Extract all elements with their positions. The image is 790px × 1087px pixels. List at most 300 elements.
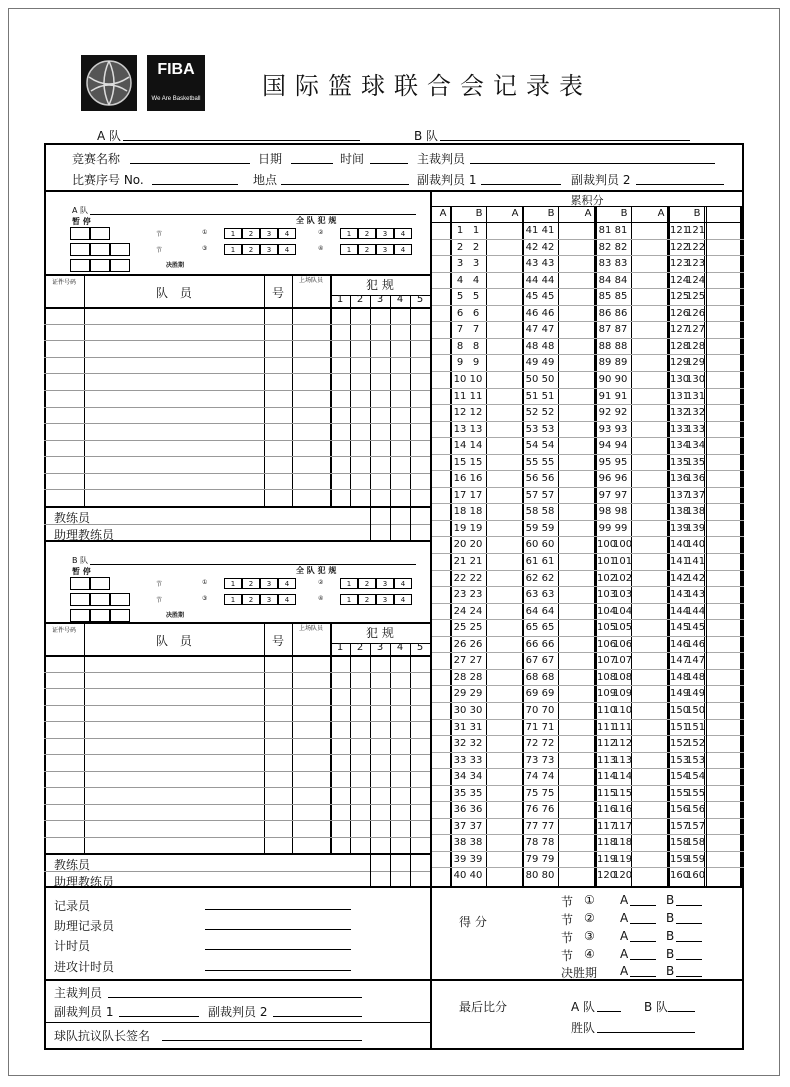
score-cell-b[interactable]: 44 [541,274,555,286]
score-cell-a[interactable]: 136 [670,473,690,485]
score-cell-a[interactable]: 155 [670,787,690,799]
score-cell-b[interactable]: 138 [686,506,706,518]
score-cell-b[interactable]: 145 [686,622,706,634]
score-cell-a[interactable]: 13 [453,423,467,435]
score-cell-a[interactable]: 73 [525,754,539,766]
score-cell-b[interactable]: 50 [541,373,555,385]
score-cell-a[interactable]: 31 [453,721,467,733]
score-cell-a[interactable]: 79 [525,853,539,865]
score-cell-b[interactable]: 15 [469,456,483,468]
score-cell-b[interactable]: 38 [469,837,483,849]
timeout-box[interactable] [110,593,130,606]
score-cell-a[interactable]: 10 [453,373,467,385]
score-cell-a[interactable]: 24 [453,605,467,617]
score-cell-b[interactable]: 65 [541,622,555,634]
score-cell-b[interactable]: 58 [541,506,555,518]
team-foul-box[interactable]: 2 [242,228,260,239]
game-no-field[interactable] [152,184,238,185]
timeout-box[interactable] [70,609,90,622]
score-cell-b[interactable]: 17 [469,489,483,501]
score-cell-b[interactable]: 104 [613,605,633,617]
score-cell-b[interactable]: 19 [469,522,483,534]
score-cell-b[interactable]: 2 [472,241,480,253]
score-cell-a[interactable]: 85 [598,291,612,303]
team-foul-box[interactable]: 1 [224,244,242,255]
score-cell-b[interactable]: 57 [541,489,555,501]
score-cell-a[interactable]: 115 [597,787,617,799]
score-cell-b[interactable]: 37 [469,820,483,832]
score-cell-a[interactable]: 159 [670,853,690,865]
table-row[interactable] [44,440,430,441]
score-cell-a[interactable]: 110 [597,704,617,716]
timeout-box[interactable] [70,227,90,240]
score-cell-a[interactable]: 121 [670,225,690,236]
team-foul-box[interactable]: 1 [340,228,358,239]
score-cell-a[interactable]: 88 [598,340,612,352]
timeout-box[interactable] [90,577,110,590]
table-row[interactable] [44,771,430,772]
team-foul-box[interactable]: 4 [278,578,296,589]
score-cell-a[interactable]: 106 [597,638,617,650]
score-cell-a[interactable]: 44 [525,274,539,286]
team-foul-box[interactable]: 1 [340,578,358,589]
score-cell-b[interactable]: 126 [686,307,706,319]
timeout-box[interactable] [110,259,130,272]
score-cell-b[interactable]: 134 [686,440,706,452]
team-a-field[interactable] [123,140,360,141]
score-cell-b[interactable]: 5 [472,291,480,303]
score-cell-a[interactable]: 32 [453,738,467,750]
score-cell-b[interactable]: 156 [686,804,706,816]
score-cell-a[interactable]: 30 [453,704,467,716]
score-cell-a[interactable]: 111 [597,721,617,733]
team-foul-box[interactable]: 2 [358,578,376,589]
score-cell-b[interactable]: 31 [469,721,483,733]
sig-umpire1-field[interactable] [119,1016,199,1017]
team-foul-box[interactable]: 2 [242,244,260,255]
score-cell-a[interactable]: 82 [598,241,612,253]
referee-field[interactable] [470,163,715,164]
score-cell-a[interactable]: 17 [453,489,467,501]
score-cell-a[interactable]: 53 [525,423,539,435]
team-foul-box[interactable]: 3 [260,578,278,589]
score-cell-a[interactable]: 133 [670,423,690,435]
score-cell-a[interactable]: 50 [525,373,539,385]
sig-referee-field[interactable] [108,997,362,998]
score-cell-b[interactable]: 129 [686,357,706,369]
score-cell-b[interactable]: 41 [541,225,555,236]
score-cell-a[interactable]: 77 [525,820,539,832]
team-foul-box[interactable]: 3 [260,228,278,239]
score-cell-b[interactable]: 7 [472,324,480,336]
score-cell-b[interactable]: 80 [541,870,555,882]
protest-field[interactable] [162,1040,362,1041]
score-cell-b[interactable]: 149 [686,688,706,700]
score-cell-a[interactable]: 6 [456,307,464,319]
score-cell-b[interactable]: 159 [686,853,706,865]
score-cell-a[interactable]: 89 [598,357,612,369]
score-cell-b[interactable]: 106 [613,638,633,650]
score-cell-a[interactable]: 63 [525,589,539,601]
score-cell-b[interactable]: 49 [541,357,555,369]
score-cell-b[interactable]: 66 [541,638,555,650]
score-cell-a[interactable]: 105 [597,622,617,634]
score-cell-b[interactable]: 63 [541,589,555,601]
score-cell-b[interactable]: 127 [686,324,706,336]
score-cell-a[interactable]: 19 [453,522,467,534]
score-cell-b[interactable]: 103 [613,589,633,601]
score-b-field[interactable] [676,941,702,942]
score-cell-a[interactable]: 23 [453,589,467,601]
score-cell-b[interactable]: 12 [469,407,483,419]
score-cell-a[interactable]: 151 [670,721,690,733]
score-cell-a[interactable]: 5 [456,291,464,303]
team-foul-box[interactable]: 3 [260,244,278,255]
score-cell-a[interactable]: 154 [670,771,690,783]
score-b-field[interactable] [676,976,702,977]
team-foul-box[interactable]: 2 [242,594,260,605]
score-cell-a[interactable]: 99 [598,522,612,534]
score-cell-a[interactable]: 102 [597,572,617,584]
score-cell-b[interactable]: 26 [469,638,483,650]
score-cell-b[interactable]: 46 [541,307,555,319]
score-cell-a[interactable]: 109 [597,688,617,700]
score-cell-a[interactable]: 96 [598,473,612,485]
score-cell-a[interactable]: 34 [453,771,467,783]
team-b-field[interactable] [440,140,690,141]
score-cell-a[interactable]: 91 [598,390,612,402]
score-cell-b[interactable]: 35 [469,787,483,799]
score-cell-b[interactable]: 148 [686,671,706,683]
team-foul-box[interactable]: 1 [340,594,358,605]
table-row[interactable] [44,423,430,424]
score-cell-a[interactable]: 47 [525,324,539,336]
timeout-box[interactable] [70,259,90,272]
timeout-box[interactable] [110,243,130,256]
score-cell-b[interactable]: 122 [686,241,706,253]
team-foul-box[interactable]: 4 [278,594,296,605]
score-cell-a[interactable]: 139 [670,522,690,534]
score-cell-b[interactable]: 114 [613,771,633,783]
score-cell-a[interactable]: 36 [453,804,467,816]
score-cell-a[interactable]: 52 [525,407,539,419]
score-cell-a[interactable]: 76 [525,804,539,816]
score-cell-a[interactable]: 134 [670,440,690,452]
score-cell-a[interactable]: 18 [453,506,467,518]
score-cell-a[interactable]: 38 [453,837,467,849]
score-cell-a[interactable]: 16 [453,473,467,485]
score-cell-b[interactable]: 30 [469,704,483,716]
score-cell-b[interactable]: 78 [541,837,555,849]
team-foul-box[interactable]: 2 [358,594,376,605]
score-cell-a[interactable]: 157 [670,820,690,832]
score-cell-a[interactable]: 66 [525,638,539,650]
score-cell-b[interactable]: 96 [614,473,628,485]
score-cell-b[interactable]: 124 [686,274,706,286]
score-cell-b[interactable]: 160 [686,870,706,882]
score-cell-b[interactable]: 32 [469,738,483,750]
score-cell-a[interactable]: 71 [525,721,539,733]
score-cell-a[interactable]: 104 [597,605,617,617]
score-a-field[interactable] [630,941,656,942]
score-cell-b[interactable]: 101 [613,556,633,567]
score-cell-b[interactable]: 4 [472,274,480,286]
table-row[interactable] [44,754,430,755]
score-cell-b[interactable]: 16 [469,473,483,485]
score-cell-a[interactable]: 138 [670,506,690,518]
score-cell-a[interactable]: 57 [525,489,539,501]
score-cell-b[interactable]: 18 [469,506,483,518]
score-cell-a[interactable]: 149 [670,688,690,700]
timeout-box[interactable] [70,577,90,590]
competition-field[interactable] [130,163,250,164]
score-cell-a[interactable]: 81 [598,225,612,236]
table-row[interactable] [44,456,430,457]
score-cell-a[interactable]: 107 [597,655,617,667]
score-cell-a[interactable]: 119 [597,853,617,865]
score-cell-b[interactable]: 144 [686,605,706,617]
timeout-box[interactable] [90,259,110,272]
score-cell-b[interactable]: 98 [614,506,628,518]
score-cell-b[interactable]: 11 [469,390,483,402]
score-cell-a[interactable]: 72 [525,738,539,750]
score-cell-b[interactable]: 72 [541,738,555,750]
score-b-field[interactable] [676,905,702,906]
score-cell-a[interactable]: 142 [670,572,690,584]
score-cell-a[interactable]: 14 [453,440,467,452]
score-cell-a[interactable]: 87 [598,324,612,336]
score-cell-a[interactable]: 95 [598,456,612,468]
score-cell-b[interactable]: 93 [614,423,628,435]
timeout-box[interactable] [90,227,110,240]
score-a-field[interactable] [630,905,656,906]
score-cell-b[interactable]: 71 [541,721,555,733]
score-cell-a[interactable]: 26 [453,638,467,650]
score-cell-b[interactable]: 152 [686,738,706,750]
shot-clock-field[interactable] [205,970,351,971]
score-cell-a[interactable]: 141 [670,556,690,567]
score-cell-b[interactable]: 76 [541,804,555,816]
score-cell-a[interactable]: 35 [453,787,467,799]
team-foul-box[interactable]: 3 [376,244,394,255]
score-cell-b[interactable]: 92 [614,407,628,419]
table-row[interactable] [44,688,430,689]
score-cell-a[interactable]: 51 [525,390,539,402]
score-cell-a[interactable]: 93 [598,423,612,435]
score-cell-a[interactable]: 3 [456,258,464,270]
score-cell-a[interactable]: 67 [525,655,539,667]
team-foul-box[interactable]: 3 [376,228,394,239]
score-cell-a[interactable]: 129 [670,357,690,369]
score-cell-a[interactable]: 75 [525,787,539,799]
score-cell-a[interactable]: 49 [525,357,539,369]
score-cell-b[interactable]: 9 [472,357,480,369]
team-foul-box[interactable]: 3 [260,594,278,605]
score-cell-b[interactable]: 25 [469,622,483,634]
place-field[interactable] [281,184,409,185]
score-cell-a[interactable]: 153 [670,754,690,766]
score-cell-a[interactable]: 125 [670,291,690,303]
table-row[interactable] [44,837,430,838]
score-cell-b[interactable]: 61 [541,556,555,567]
score-cell-b[interactable]: 59 [541,522,555,534]
table-row[interactable] [44,820,430,821]
score-cell-b[interactable]: 91 [614,390,628,402]
score-cell-b[interactable]: 13 [469,423,483,435]
score-cell-b[interactable]: 146 [686,638,706,650]
score-cell-b[interactable]: 143 [686,589,706,601]
time-field[interactable] [370,163,408,164]
date-field[interactable] [291,163,333,164]
score-cell-b[interactable]: 73 [541,754,555,766]
score-cell-b[interactable]: 24 [469,605,483,617]
score-cell-b[interactable]: 10 [469,373,483,385]
score-cell-b[interactable]: 85 [614,291,628,303]
team-foul-box[interactable]: 4 [394,228,412,239]
score-cell-b[interactable]: 79 [541,853,555,865]
timeout-box[interactable] [70,243,90,256]
score-cell-a[interactable]: 28 [453,671,467,683]
score-cell-b[interactable]: 120 [613,870,633,882]
score-cell-b[interactable]: 157 [686,820,706,832]
score-cell-a[interactable]: 100 [597,539,617,551]
score-cell-b[interactable]: 107 [613,655,633,667]
score-cell-a[interactable]: 7 [456,324,464,336]
score-cell-b[interactable]: 115 [613,787,633,799]
score-cell-a[interactable]: 108 [597,671,617,683]
table-row[interactable] [44,340,430,341]
score-cell-b[interactable]: 119 [613,853,633,865]
score-cell-b[interactable]: 34 [469,771,483,783]
table-row[interactable] [44,357,430,358]
score-cell-b[interactable]: 70 [541,704,555,716]
score-cell-a[interactable]: 25 [453,622,467,634]
score-cell-b[interactable]: 64 [541,605,555,617]
score-cell-b[interactable]: 130 [686,373,706,385]
score-cell-a[interactable]: 1 [456,225,464,236]
score-cell-b[interactable]: 116 [613,804,633,816]
score-cell-a[interactable]: 11 [453,390,467,402]
score-cell-b[interactable]: 83 [614,258,628,270]
score-cell-b[interactable]: 154 [686,771,706,783]
score-cell-b[interactable]: 48 [541,340,555,352]
score-cell-b[interactable]: 42 [541,241,555,253]
score-cell-a[interactable]: 83 [598,258,612,270]
score-cell-a[interactable]: 20 [453,539,467,551]
team-foul-box[interactable]: 4 [394,244,412,255]
score-cell-b[interactable]: 53 [541,423,555,435]
score-cell-b[interactable]: 56 [541,473,555,485]
table-row[interactable] [44,804,430,805]
timekeeper-field[interactable] [205,949,351,950]
score-cell-a[interactable]: 90 [598,373,612,385]
score-cell-b[interactable]: 95 [614,456,628,468]
score-cell-a[interactable]: 152 [670,738,690,750]
team-foul-box[interactable]: 4 [394,578,412,589]
score-cell-a[interactable]: 147 [670,655,690,667]
score-cell-b[interactable]: 136 [686,473,706,485]
score-cell-a[interactable]: 2 [456,241,464,253]
score-cell-a[interactable]: 41 [525,225,539,236]
score-cell-b[interactable]: 88 [614,340,628,352]
score-cell-b[interactable]: 29 [469,688,483,700]
score-cell-a[interactable]: 55 [525,456,539,468]
score-cell-b[interactable]: 135 [686,456,706,468]
score-cell-b[interactable]: 27 [469,655,483,667]
score-cell-a[interactable]: 103 [597,589,617,601]
score-cell-b[interactable]: 118 [613,837,633,849]
score-cell-b[interactable]: 142 [686,572,706,584]
score-cell-b[interactable]: 84 [614,274,628,286]
score-cell-b[interactable]: 87 [614,324,628,336]
score-cell-a[interactable]: 158 [670,837,690,849]
score-cell-b[interactable]: 90 [614,373,628,385]
score-cell-b[interactable]: 158 [686,837,706,849]
timeout-box[interactable] [110,609,130,622]
score-cell-a[interactable]: 46 [525,307,539,319]
score-cell-a[interactable]: 64 [525,605,539,617]
score-a-field[interactable] [630,976,656,977]
score-cell-a[interactable]: 117 [597,820,617,832]
score-cell-a[interactable]: 135 [670,456,690,468]
score-cell-b[interactable]: 8 [472,340,480,352]
score-b-field[interactable] [676,959,702,960]
team-foul-box[interactable]: 3 [376,594,394,605]
score-cell-b[interactable]: 68 [541,671,555,683]
score-cell-b[interactable]: 139 [686,522,706,534]
score-cell-b[interactable]: 153 [686,754,706,766]
score-cell-a[interactable]: 60 [525,539,539,551]
table-row[interactable] [44,705,430,706]
score-cell-a[interactable]: 160 [670,870,690,882]
score-cell-a[interactable]: 40 [453,870,467,882]
score-cell-a[interactable]: 74 [525,771,539,783]
score-cell-a[interactable]: 112 [597,738,617,750]
score-cell-b[interactable]: 117 [613,820,633,832]
score-cell-b[interactable]: 1 [472,225,480,236]
score-cell-a[interactable]: 114 [597,771,617,783]
score-cell-a[interactable]: 12 [453,407,467,419]
score-cell-a[interactable]: 21 [453,556,467,567]
score-cell-a[interactable]: 101 [597,556,617,567]
timeout-box[interactable] [90,243,110,256]
team-foul-box[interactable]: 4 [278,228,296,239]
team-foul-box[interactable]: 1 [224,578,242,589]
score-cell-a[interactable]: 80 [525,870,539,882]
score-cell-b[interactable]: 40 [469,870,483,882]
score-cell-a[interactable]: 33 [453,754,467,766]
asst-scorer-field[interactable] [205,929,351,930]
score-cell-a[interactable]: 131 [670,390,690,402]
score-cell-a[interactable]: 84 [598,274,612,286]
score-cell-b[interactable]: 86 [614,307,628,319]
score-cell-b[interactable]: 60 [541,539,555,551]
score-cell-a[interactable]: 62 [525,572,539,584]
team-foul-box[interactable]: 2 [358,244,376,255]
score-cell-a[interactable]: 54 [525,440,539,452]
score-cell-b[interactable]: 23 [469,589,483,601]
score-cell-a[interactable]: 116 [597,804,617,816]
score-cell-a[interactable]: 144 [670,605,690,617]
score-cell-b[interactable]: 121 [686,225,706,236]
score-cell-a[interactable]: 27 [453,655,467,667]
score-cell-b[interactable]: 52 [541,407,555,419]
score-cell-a[interactable]: 124 [670,274,690,286]
score-cell-b[interactable]: 55 [541,456,555,468]
score-cell-b[interactable]: 39 [469,853,483,865]
score-cell-b[interactable]: 109 [613,688,633,700]
team-foul-box[interactable]: 1 [224,228,242,239]
